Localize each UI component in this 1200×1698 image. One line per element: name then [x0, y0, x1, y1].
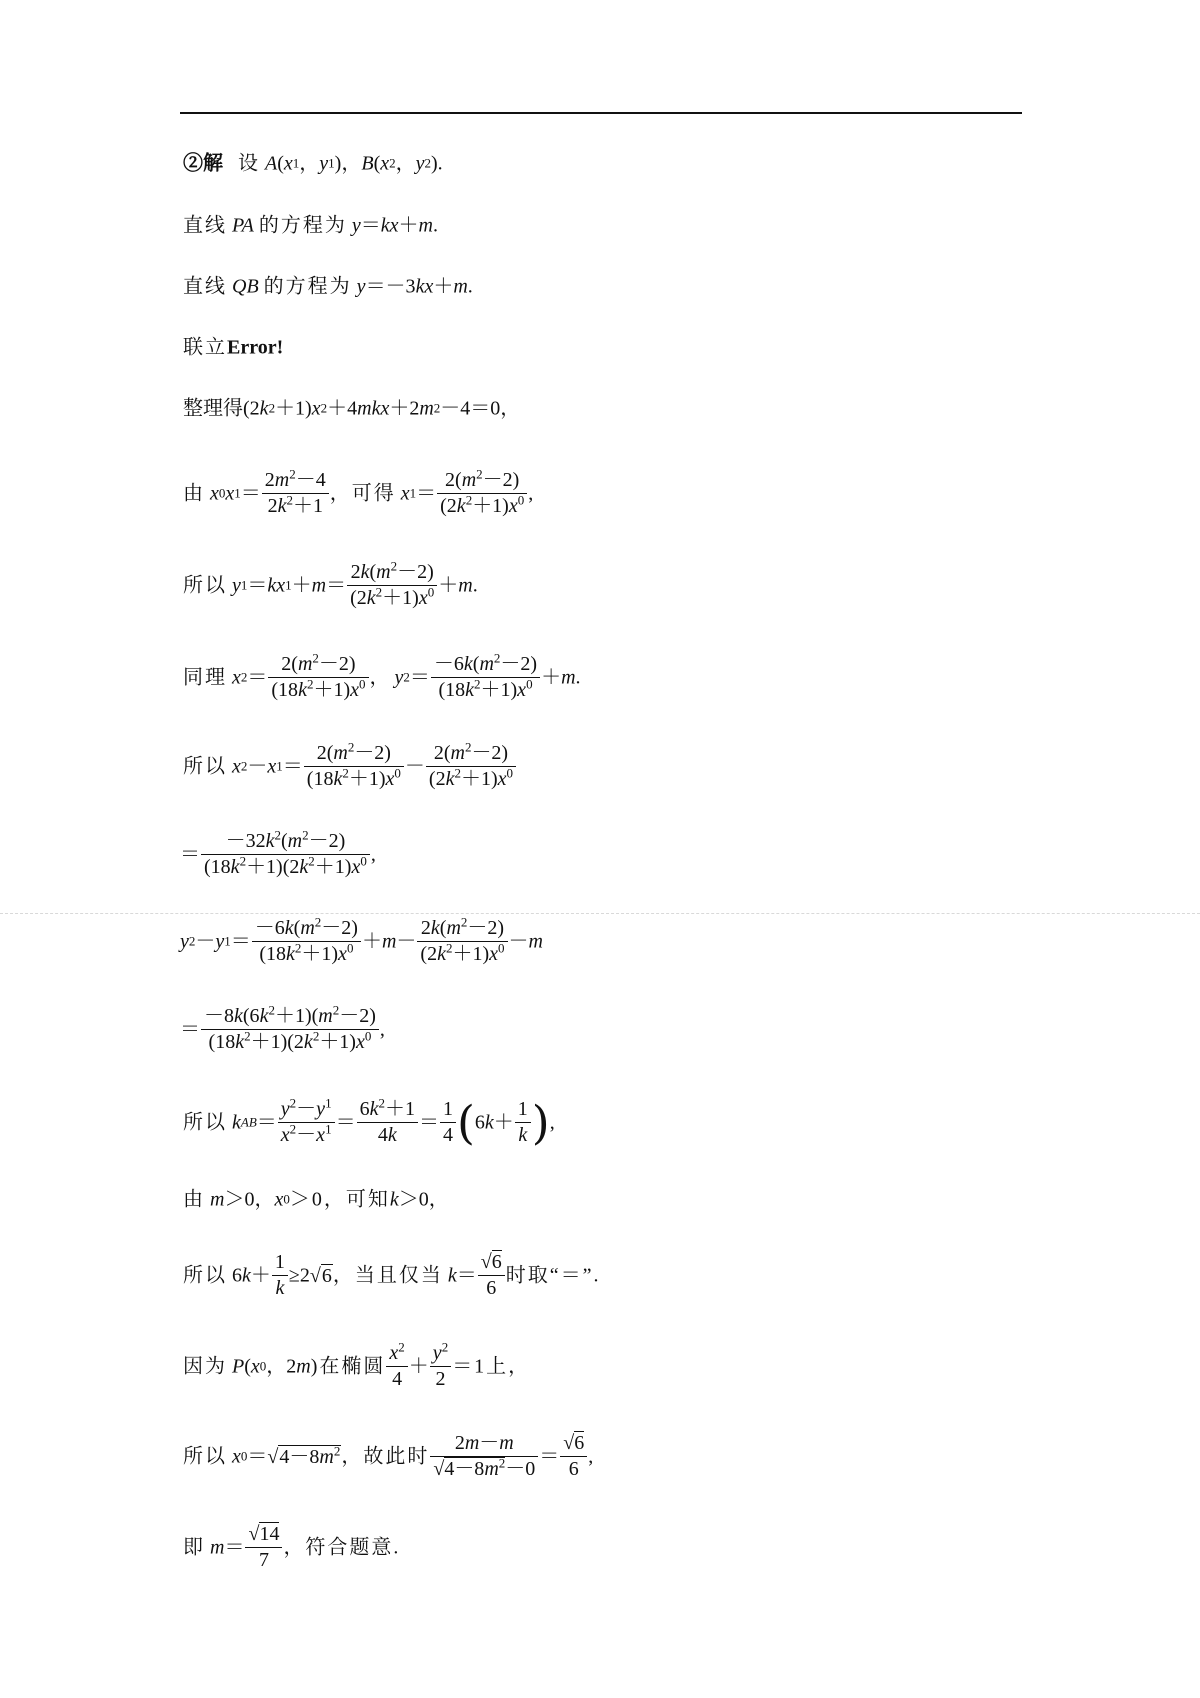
header-rule: [180, 112, 1022, 114]
am-gm-inequality: 所以 6k＋ $\frac{1}{k}$ ≥2√6，当且仅当 k＝ $\frac{√6}{6}$ 时取“＝”.: [183, 1251, 601, 1299]
solution-start-line: ②解 设 A(x1，y1)，B(x2，y2).: [183, 152, 443, 175]
y2-minus-y1: y2－y1＝ $\frac{-6k(m^2-2)}{(18k^2+1)x^0}$ ＋m－ $\frac{2k(m^2-2)}{(2k^2+1)x^0}$ －m: [180, 914, 543, 965]
ellipse-condition: 因为 P(x0，2m)在椭圆 $\frac{x^2}{4}$ ＋ $\frac{y^2}{2}$ ＝1上，: [183, 1339, 531, 1390]
x2-minus-x1: 所以 x2－x1＝ $\frac{2(m^2-2)}{(18k^2+1)x^0}$ － $\frac{2(m^2-2)}{(2k^2+1)x^0}$: [183, 741, 517, 792]
line-pa-equation: 直线 PA 的方程为 y＝kx＋m.: [183, 214, 438, 237]
x2-minus-x1-simplified: ＝ $\frac{-32k^2(m^2-2)}{(18k^2+1)(2k^2+1)x^0}$ ,: [180, 827, 376, 878]
m-value-conclusion: 即 m＝ $\frac{√14}{7}$ ，符合题意.: [183, 1523, 401, 1571]
vieta-x1: 由 x0x1＝ $\frac{2m^2-4}{2k^2+1}$ ，可得 x1＝ $\frac{2(m^2-2)}{(2k^2+1)x^0}$ ,: [183, 466, 534, 517]
simultaneous-line: 联立Error!: [183, 336, 284, 359]
y2-minus-y1-simplified: ＝ $\frac{-8k(6k^2+1)(m^2-2)}{(18k^2+1)(2k^2+1)x^0}$ ,: [180, 1002, 385, 1053]
page-divider: [0, 913, 1200, 914]
y1-expression: 所以 y1＝kx1＋m＝ $\frac{2k(m^2-2)}{(2k^2+1)x^0}$ ＋m.: [183, 558, 478, 609]
slope-kab: 所以 kAB＝ $\frac{y^2-y^1}{x^2-x^1}$ ＝ $\frac{6k^2+1}{4k}$ ＝ $\frac{1}{4}$ (6k＋ $\frac{1}{k}$ ),: [183, 1095, 555, 1150]
x2-y2-expression: 同理 x2＝ $\frac{2(m^2-2)}{(18k^2+1)x^0}$ ， y2＝ $\frac{-6k(m^2-2)}{(18k^2+1)x^0}$ ＋m.: [183, 650, 581, 701]
quadratic-equation: 整理得(2k2＋1)x2＋4mkx＋2m2－4＝0，: [183, 397, 521, 420]
x0-value: 所以 $x0=√4-8m^2$，故此时 $\frac{2m-m}{√4-8m^2-0}$ ＝ $\frac{√6}{6}$ ,: [183, 1432, 594, 1480]
line-qb-equation: 直线 QB 的方程为 y＝－3kx＋m.: [183, 275, 473, 298]
sign-condition: 由 m＞0，x0＞0，可知k＞0，: [183, 1188, 449, 1211]
